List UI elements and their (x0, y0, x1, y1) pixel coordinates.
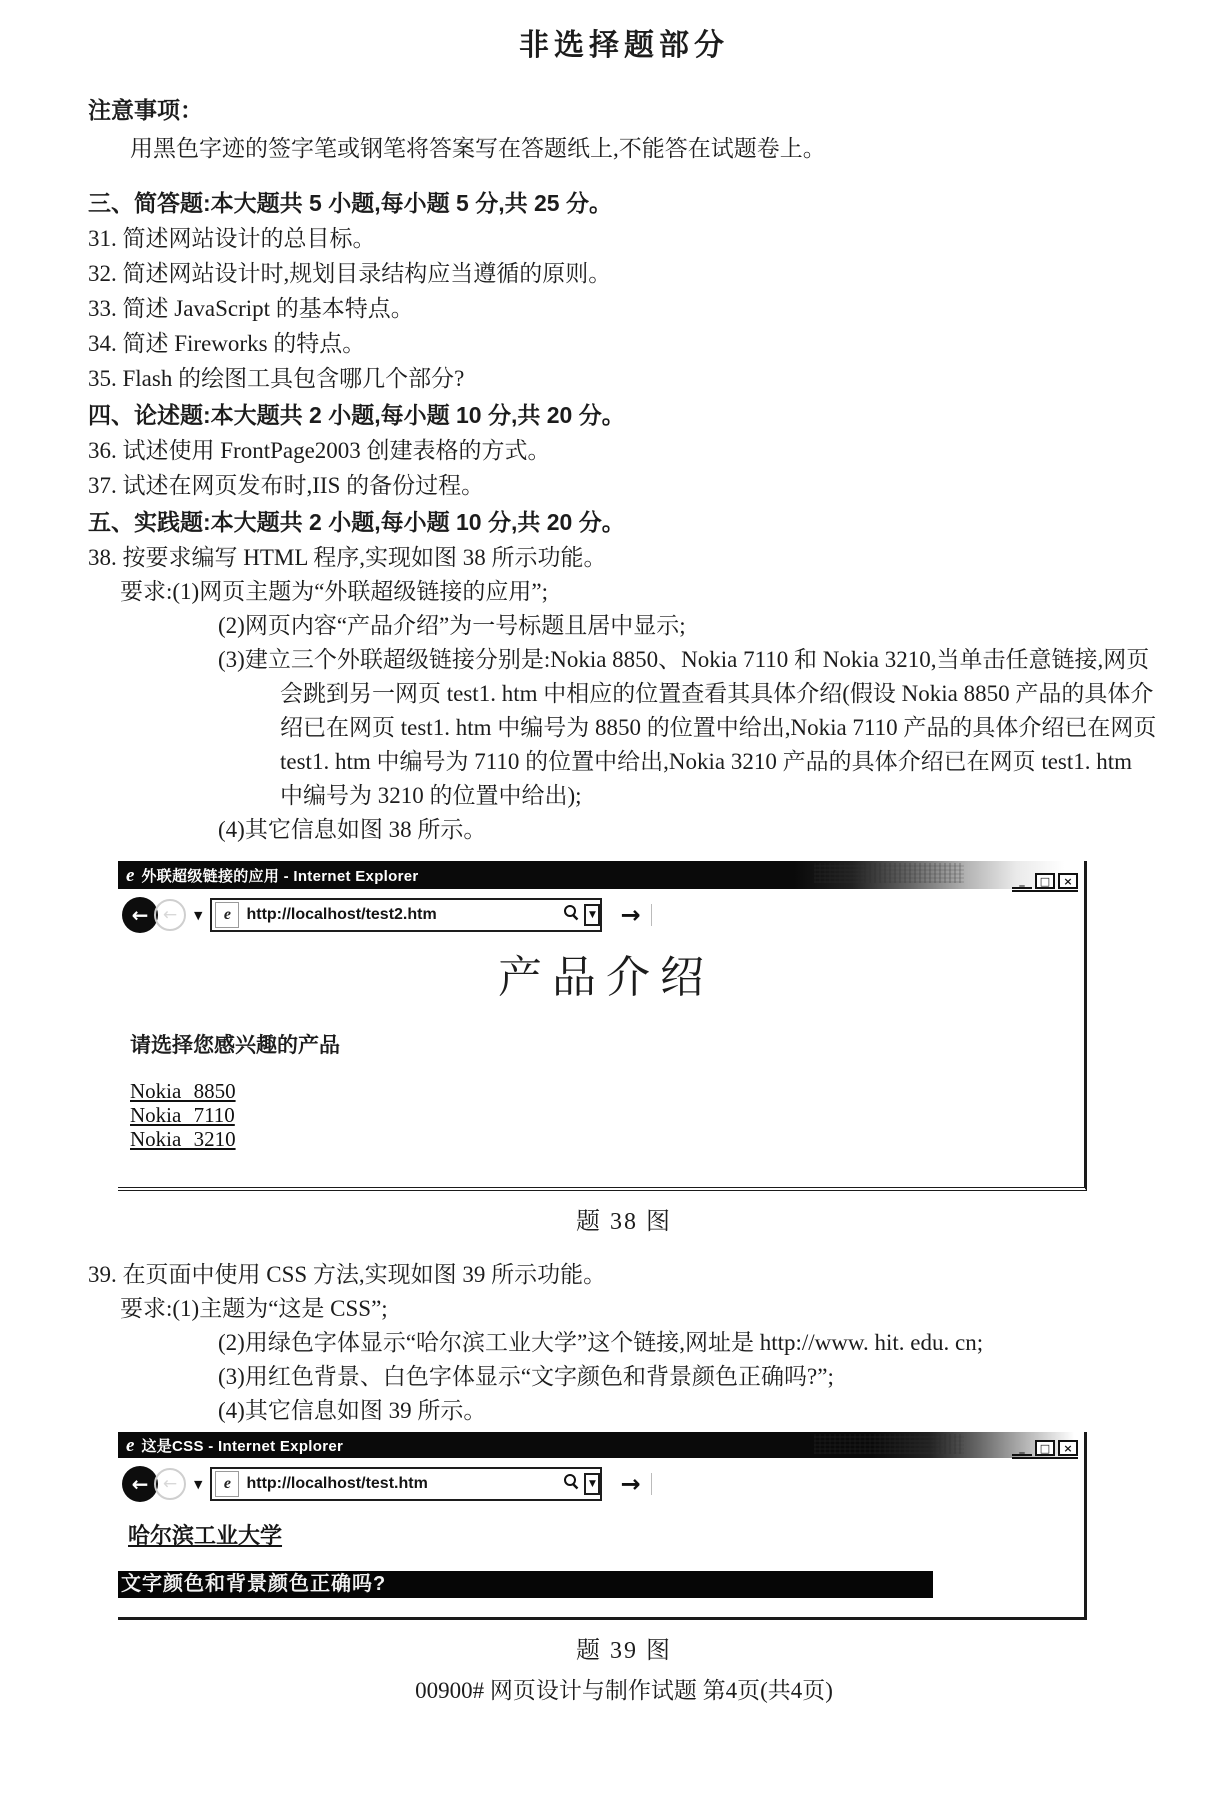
question-38-requirement-2: (2)网页内容“产品介绍”为一号标题且居中显示; (218, 613, 686, 638)
go-button[interactable]: → (620, 1470, 641, 1498)
figure-39-page-content (118, 1519, 1084, 1598)
figure-39-titlebar[interactable] (118, 1432, 1084, 1458)
question-35: 35. Flash 的绘图工具包含哪几个部分? (88, 366, 465, 391)
back-button[interactable] (122, 1466, 158, 1502)
figure-38-browser-window (118, 861, 1087, 1191)
forward-button[interactable] (154, 899, 186, 931)
search-dropdown-icon[interactable]: ▼ (584, 904, 600, 926)
link-hit-university[interactable]: 哈尔滨工业大学 (128, 1523, 283, 1548)
page-title: 非选择题部分 (519, 29, 729, 62)
colored-banner-text: 文字颜色和背景颜色正确吗? (118, 1571, 933, 1598)
text-cursor (651, 904, 652, 926)
forward-button[interactable] (154, 1468, 186, 1500)
question-39-requirement-2: (2)用绿色字体显示“哈尔滨工业大学”这个链接,网址是 http://www. hit. edu. cn; (218, 1330, 984, 1355)
figure-38-window-controls (1012, 873, 1078, 892)
figure-38-titlebar[interactable] (118, 861, 1084, 889)
search-zone (563, 904, 596, 926)
section-3-heading: 三、简答题:本大题共 5 小题,每小题 5 分,共 25 分。 (88, 190, 612, 216)
forward-icon: ← (162, 905, 178, 925)
link-nokia-7110[interactable]: Nokia 7110 (130, 1103, 235, 1127)
history-dropdown-icon[interactable]: ▼ (194, 908, 203, 922)
question-38-stem: 38. 按要求编写 HTML 程序,实现如图 38 所示功能。 (88, 545, 607, 570)
figure-38-caption: 题 38 图 (576, 1209, 672, 1235)
question-34: 34. 简述 Fireworks 的特点。 (88, 331, 366, 356)
back-icon: ← (131, 1472, 149, 1496)
product-link-list (130, 1079, 1084, 1151)
question-39-requirement-4: (4)其它信息如图 39 所示。 (218, 1398, 487, 1423)
link-nokia-8850[interactable]: Nokia 8850 (130, 1079, 236, 1103)
text-cursor (651, 1473, 652, 1495)
question-33: 33. 简述 JavaScript 的基本特点。 (88, 296, 414, 321)
ie-logo-icon: e (126, 864, 135, 886)
close-button[interactable]: × (1058, 873, 1078, 889)
notice-text: 用黑色字迹的签字笔或钢笔将答案写在答题纸上,不能答在试题卷上。 (130, 136, 826, 161)
section-5-heading: 五、实践题:本大题共 2 小题,每小题 10 分,共 20 分。 (88, 509, 625, 535)
notice-label: 注意事项： (88, 97, 203, 123)
figure-38-window-title: 外联超级链接的应用 - Internet Explorer (141, 867, 419, 885)
figure-39-address-toolbar (118, 1458, 1084, 1510)
page-ie-icon: e (215, 1471, 239, 1497)
back-icon: ← (131, 903, 149, 927)
page-ie-icon: e (215, 902, 239, 928)
search-dropdown-icon[interactable]: ▼ (584, 1473, 600, 1495)
minimize-button[interactable]: _ (1012, 873, 1032, 889)
figure-39-caption: 题 39 图 (576, 1638, 672, 1664)
url-text: http://localhost/test.htm (246, 1475, 428, 1492)
address-bar[interactable] (210, 898, 602, 932)
figure-38-address-toolbar (118, 889, 1084, 941)
search-icon[interactable] (563, 1473, 580, 1495)
question-37: 37. 试述在网页发布时,IIS 的备份过程。 (88, 473, 485, 498)
product-intro-heading: 产品介绍 (498, 953, 714, 1002)
url-text: http://localhost/test2.htm (246, 906, 437, 923)
history-dropdown-icon[interactable]: ▼ (194, 1477, 203, 1491)
question-39-requirement-3: (3)用红色背景、白色字体显示“文字颜色和背景颜色正确吗?”; (218, 1364, 834, 1389)
section-4-heading: 四、论述题:本大题共 2 小题,每小题 10 分,共 20 分。 (88, 402, 625, 428)
question-38-requirement-1: 要求:(1)网页主题为“外联超级链接的应用”; (120, 579, 549, 604)
question-39-requirement-1: 要求:(1)主题为“这是 CSS”; (120, 1296, 388, 1321)
search-zone (563, 1473, 596, 1495)
go-button[interactable]: → (620, 901, 641, 929)
maximize-button[interactable]: □ (1035, 873, 1055, 889)
address-bar[interactable] (210, 1467, 602, 1501)
search-icon[interactable] (563, 904, 580, 926)
question-36: 36. 试述使用 FrontPage2003 创建表格的方式。 (88, 438, 551, 463)
link-nokia-3210[interactable]: Nokia 3210 (130, 1127, 236, 1151)
ie-logo-icon: e (126, 1434, 135, 1456)
figure-39-browser-window (118, 1432, 1087, 1620)
product-prompt-text: 请选择您感兴趣的产品 (130, 1034, 340, 1057)
maximize-button[interactable]: □ (1035, 1440, 1055, 1456)
figure-38-page-content (118, 951, 1084, 1151)
question-38-requirement-3: (3)建立三个外联超级链接分别是:Nokia 8850、Nokia 7110 和 Nokia 3210,当单击任意链接,网页会跳到另一网页 test1. htm 中相应的位置查看其具体介绍(假设 Nokia 8850 产品的具体介绍已在网页 test1. htm 中编号为 8850 的位置中给出,Nokia 7110 产品的具体介绍已在网页 test1. htm 中编号为 7110 的位置中给出,Nokia 3210 产品的具体介绍已在网页 test1. htm 中编号为 3210 的位置中给出); (218, 647, 1157, 808)
page-footer: 00900# 网页设计与制作试题 第4页(共4页) (415, 1678, 833, 1703)
question-38-requirement-4: (4)其它信息如图 38 所示。 (218, 817, 487, 842)
question-39-stem: 39. 在页面中使用 CSS 方法,实现如图 39 所示功能。 (88, 1262, 607, 1287)
forward-icon: ← (162, 1474, 178, 1494)
back-button[interactable] (122, 897, 158, 933)
question-31: 31. 简述网站设计的总目标。 (88, 226, 376, 251)
question-32: 32. 简述网站设计时,规划目录结构应当遵循的原则。 (88, 261, 612, 286)
figure-39-window-title: 这是CSS - Internet Explorer (141, 1437, 344, 1455)
figure-39-window-controls (1012, 1440, 1078, 1459)
minimize-button[interactable]: _ (1012, 1440, 1032, 1456)
close-button[interactable]: × (1058, 1440, 1078, 1456)
